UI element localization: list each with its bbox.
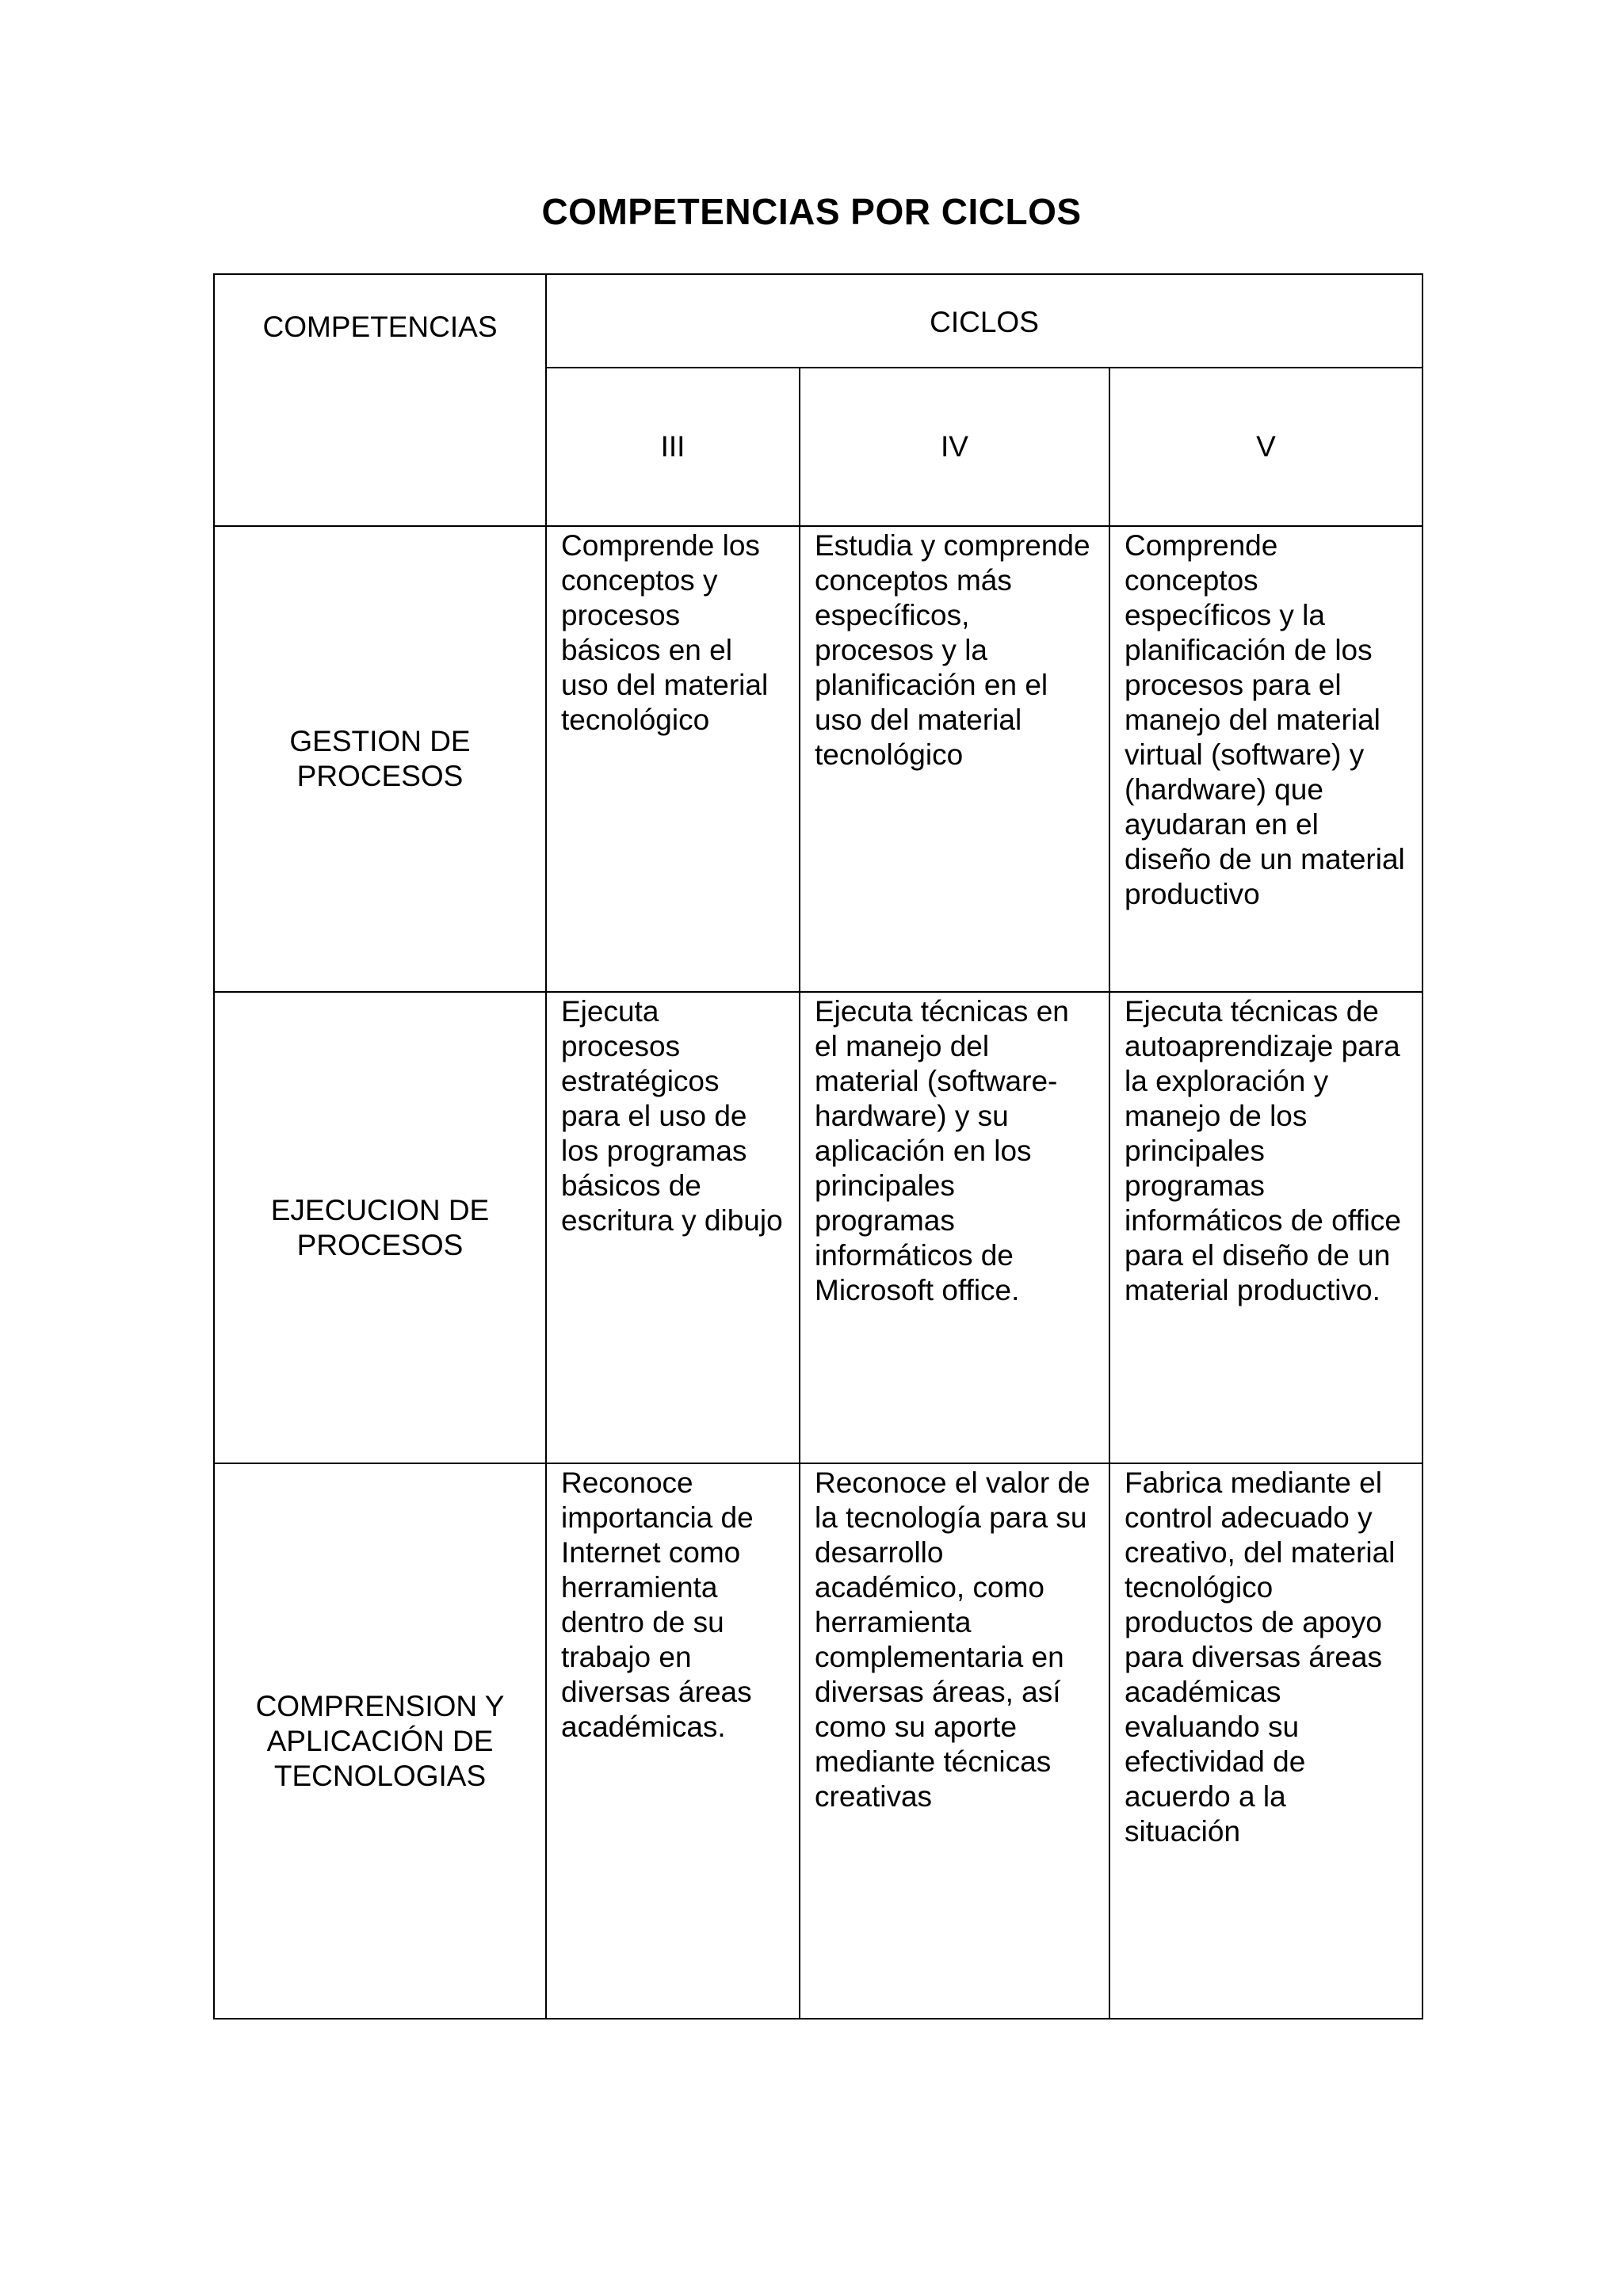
table-row	[214, 526, 1423, 992]
cell-comprension-v: Fabrica mediante el control adecuado y creativo, del material tecnológico productos de apoyo para diversas áreas académicas evaluando su efectividad de acuerdo a la situación	[1109, 1463, 1423, 2019]
row-label-gestion-de-procesos: GESTION DE PROCESOS	[214, 526, 546, 992]
table-row	[214, 1463, 1423, 2019]
cell-gestion-iv: Estudia y comprende conceptos más específicos, procesos y la planificación en el uso del material tecnológico	[800, 526, 1109, 992]
cell-ejecucion-iv: Ejecuta técnicas en el manejo del material (software-hardware) y su aplicación en los principales programas informáticos de Microsoft office.	[800, 992, 1109, 1463]
table-row	[214, 992, 1423, 1463]
cell-ejecucion-iii: Ejecuta procesos estratégicos para el uso de los programas básicos de escritura y dibujo	[546, 992, 800, 1463]
header-cycle-iv: IV	[800, 368, 1109, 526]
row-label-comprension-y-aplicacion: COMPRENSION Y APLICACIÓN DE TECNOLOGIAS	[214, 1463, 546, 2019]
page-title: COMPETENCIAS POR CICLOS	[541, 191, 1082, 232]
cell-comprension-iii: Reconoce importancia de Internet como herramienta dentro de su trabajo en diversas áreas académicas.	[546, 1463, 800, 2019]
header-ciclos-label: CICLOS	[930, 306, 1039, 338]
cell-gestion-v: Comprende conceptos específicos y la planificación de los procesos para el manejo del material virtual (software) y (hardware) que ayudaran en el diseño de un material productivo	[1109, 526, 1423, 992]
header-ciclos	[546, 274, 1423, 368]
header-competencias-label: COMPETENCIAS	[262, 311, 498, 343]
cell-comprension-iv: Reconoce el valor de la tecnología para su desarrollo académico, como herramienta complementaria en diversas áreas, así como su aporte mediante técnicas creativas	[800, 1463, 1109, 2019]
header-cycle-v: V	[1109, 368, 1423, 526]
header-cycle-iii: III	[546, 368, 800, 526]
header-competencias	[214, 274, 546, 526]
row-label-ejecucion-de-procesos: EJECUCION DE PROCESOS	[214, 992, 546, 1463]
competencias-table	[213, 273, 1423, 2019]
cell-ejecucion-v: Ejecuta técnicas de autoaprendizaje para la exploración y manejo de los principales programas informáticos de office para el diseño de un material productivo.	[1109, 992, 1423, 1463]
cell-gestion-iii: Comprende los conceptos y procesos básicos en el uso del material tecnológico	[546, 526, 800, 992]
